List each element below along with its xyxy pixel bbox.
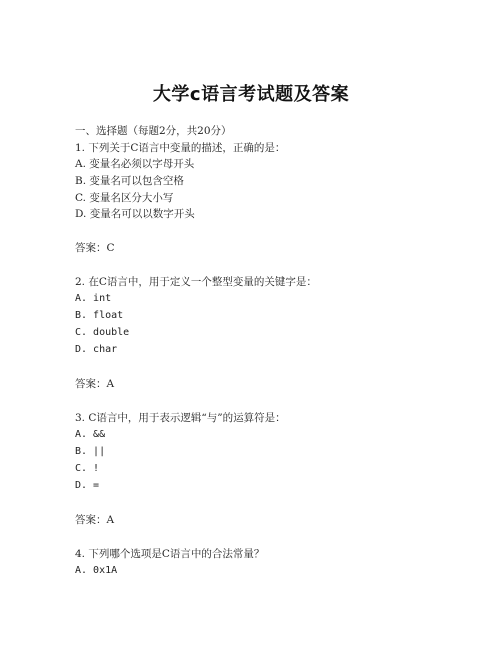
question-1-stem: 1. 下列关于C语言中变量的描述，正确的是： [75, 142, 286, 154]
question-3-answer: 答案：A [75, 514, 115, 526]
question-4-stem: 4. 下列哪个选项是C语言中的合法常量？ [75, 548, 265, 560]
section-heading: 一、选择题（每题2分，共20分） [75, 125, 232, 137]
question-2-option-d: D. char [75, 344, 118, 355]
question-1-option-c: C. 变量名区分大小写 [75, 192, 174, 204]
question-3-option-a: A. && [75, 429, 106, 440]
question-1-option-a: A. 变量名必须以字母开头 [75, 158, 195, 170]
question-3-option-c: C. ! [75, 463, 100, 474]
question-2-option-b: B. float [75, 310, 124, 321]
question-3-option-d: D. = [75, 480, 100, 491]
question-1-answer: 答案：C [75, 242, 115, 254]
question-2-option-c: C. double [75, 327, 130, 338]
question-2-stem: 2. 在C语言中，用于定义一个整型变量的关键字是： [75, 276, 317, 288]
document-title: 大学c语言考试题及答案 [152, 84, 350, 105]
question-2-option-a: A. int [75, 293, 112, 304]
question-3-option-b: B. || [75, 446, 106, 457]
question-3-stem: 3. C语言中，用于表示逻辑“与”的运算符是： [75, 412, 286, 424]
question-1-option-d: D. 变量名可以以数字开头 [75, 208, 195, 220]
question-1-option-b: B. 变量名可以包含空格 [75, 175, 184, 187]
question-4-option-a: A. 0x1A [75, 565, 118, 576]
question-2-answer: 答案：A [75, 378, 115, 390]
